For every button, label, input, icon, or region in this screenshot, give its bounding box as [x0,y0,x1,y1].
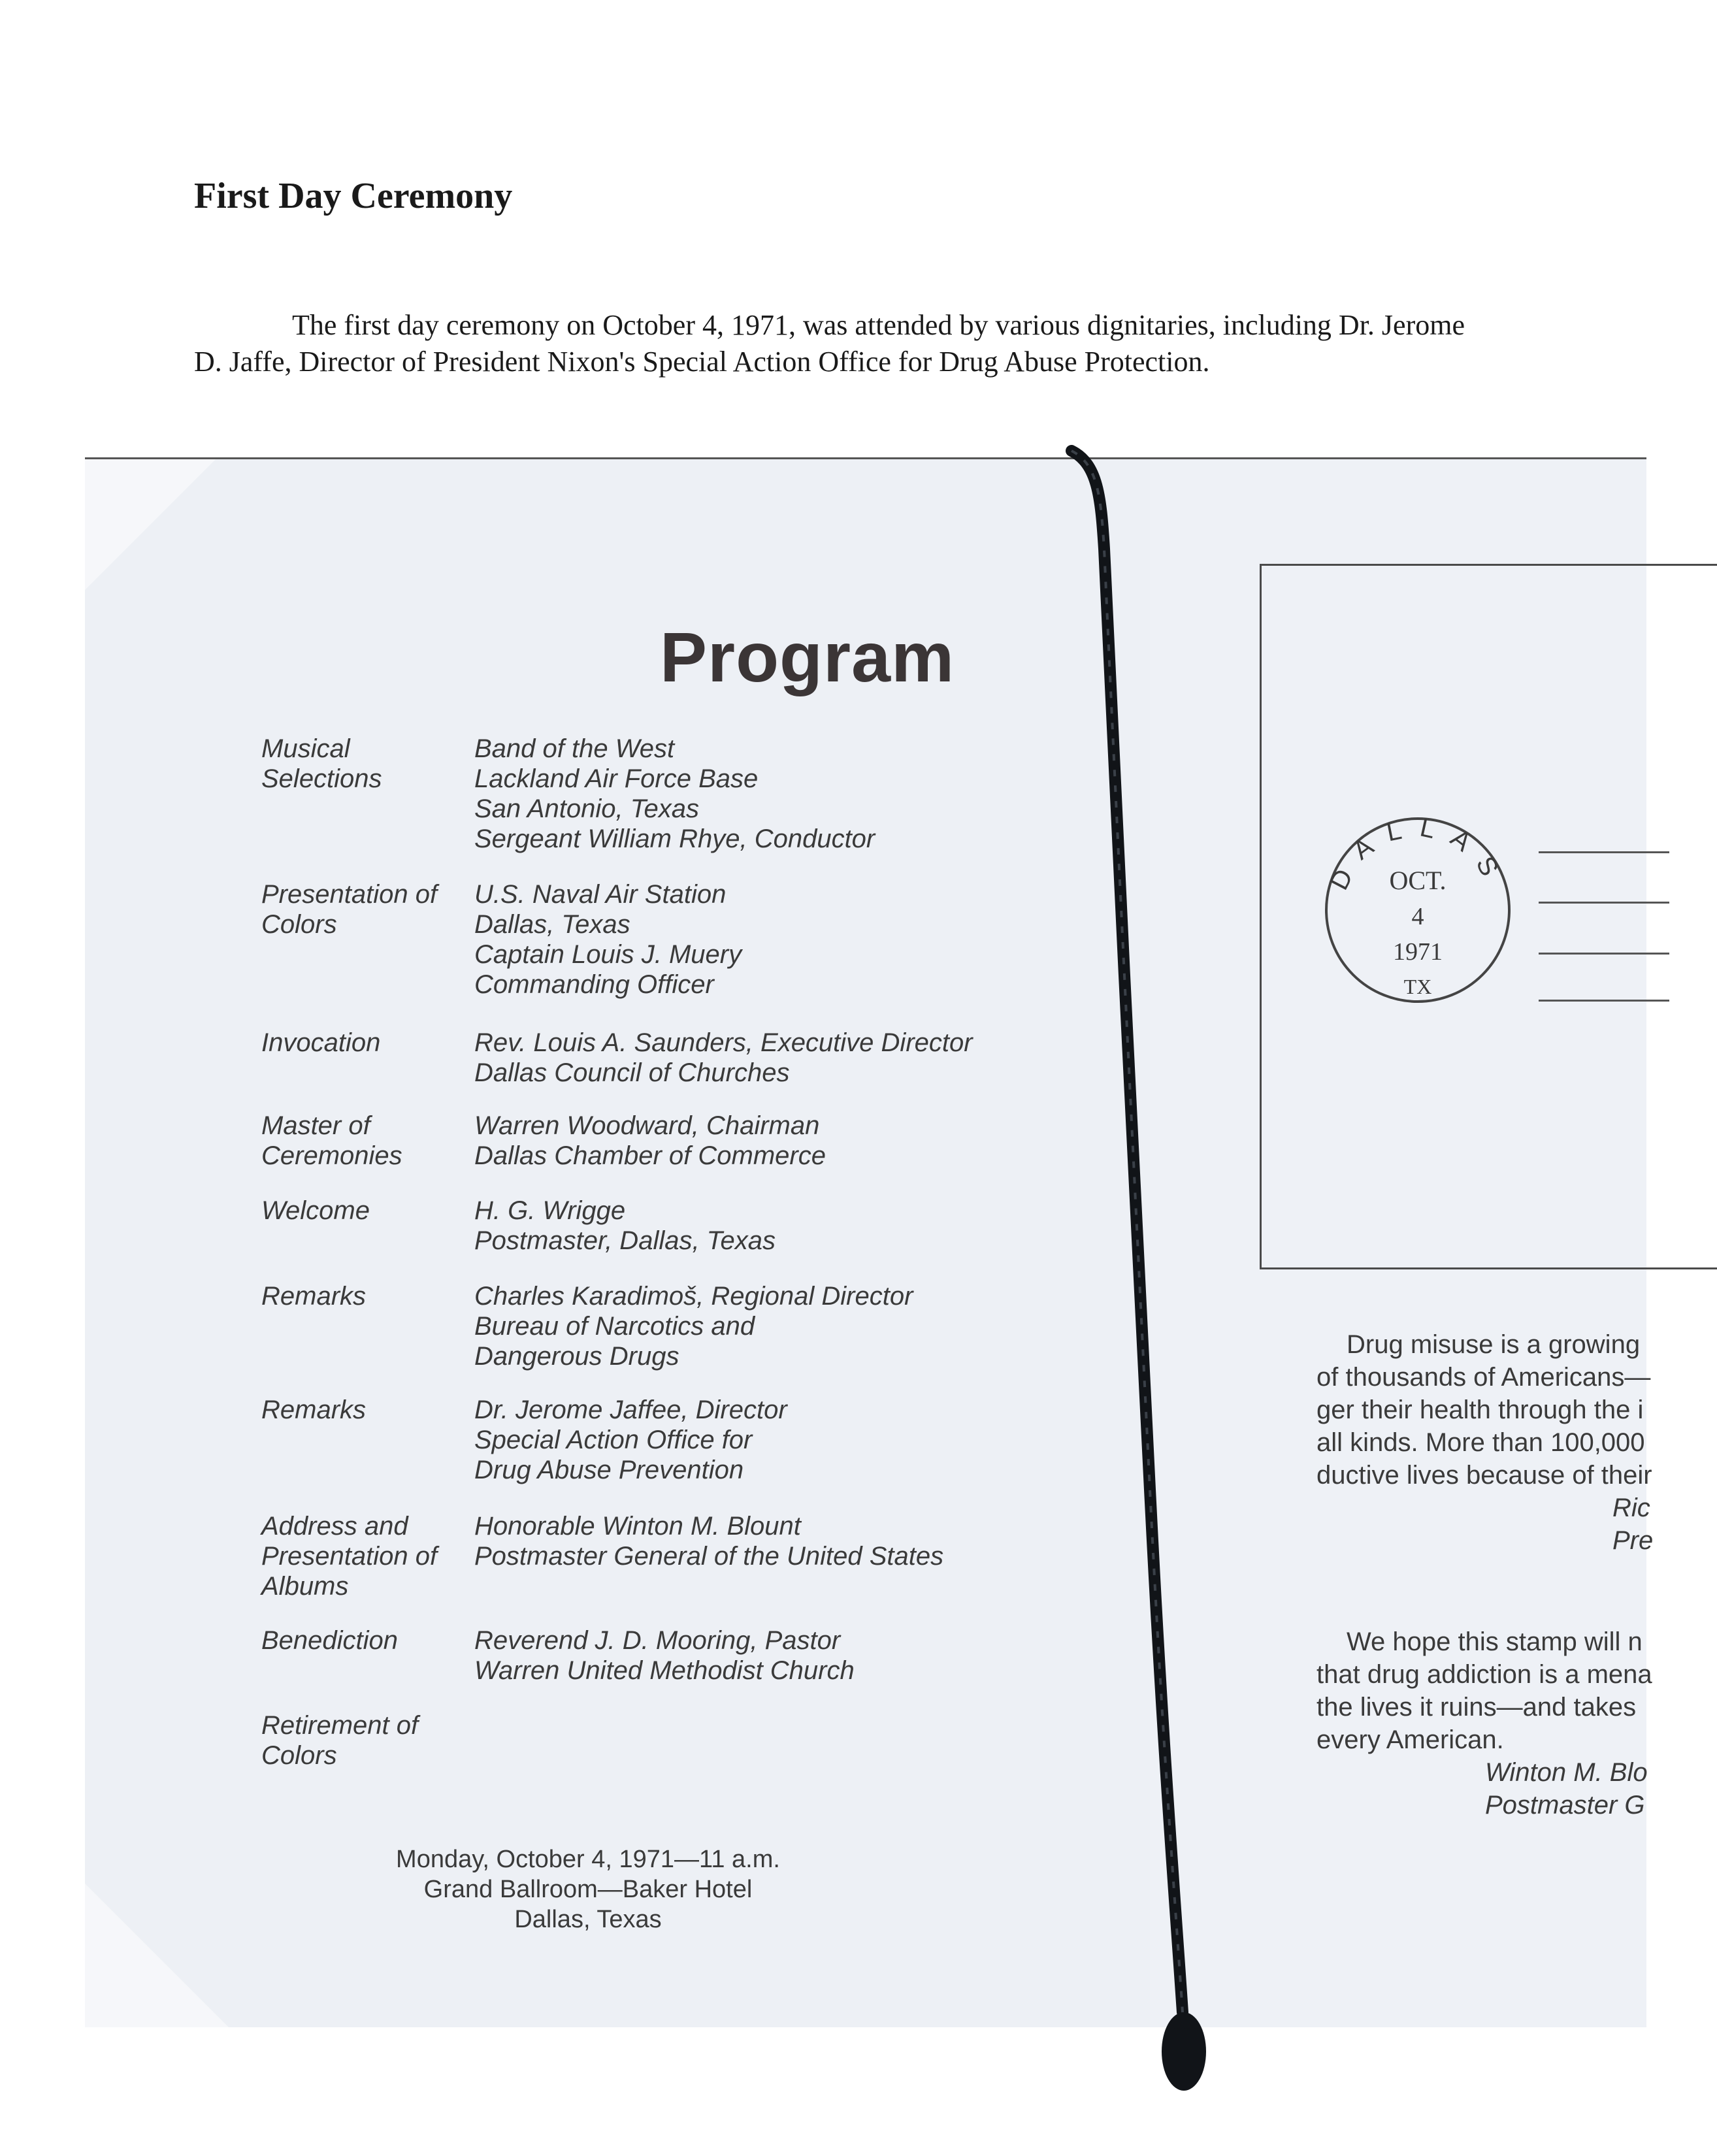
event-date-location: Monday, October 4, 1971—11 a.m. Grand Ballroom—Baker Hotel Dallas, Texas [396,1846,780,1933]
program-right-page [1150,457,1654,2027]
quote-line: every American. [1316,1725,1504,1754]
quote-line: We hope this stamp will n [1347,1627,1643,1656]
program-item-label: Musical Selections [261,734,382,793]
cancel-line [1539,953,1669,955]
postmark-month: OCT. [1389,866,1447,895]
program-item-detail: Honorable Winton M. Blount Postmaster General of the United States [474,1512,944,1571]
quote-line: that drug addiction is a mena [1316,1660,1652,1689]
program-item-label: Presentation of Colors [261,880,438,939]
quote-signature-title: Postmaster G [1485,1791,1645,1820]
program-item-label: Welcome [261,1196,370,1225]
program-item-detail: U.S. Naval Air Station Dallas, Texas Captain Louis J. Muery Commanding Officer [474,880,742,999]
cancel-line [1539,1000,1669,1002]
program-item-detail: Rev. Louis A. Saunders, Executive Director Dallas Council of Churches [474,1028,973,1087]
quote-line: of thousands of Americans— [1316,1363,1651,1392]
photo-corner-top [85,459,216,590]
postmark-year: 1971 [1393,938,1443,966]
program-item-detail: Band of the West Lackland Air Force Base San Antonio, Texas Sergeant William Rhye, Conductor [474,734,875,853]
program-item-label: Benediction [261,1626,399,1655]
cancel-line [1539,902,1669,904]
page-heading: First Day Ceremony [194,176,513,216]
program-item-label: Address and Presentation of Albums [261,1512,438,1601]
program-left-page [85,457,1150,2027]
program-item-label: Retirement of Colors [261,1711,419,1770]
quote-signature-name: Winton M. Blo [1485,1758,1648,1787]
postmark-stamp [1320,812,1516,1008]
program-title: Program [660,617,955,696]
program-item-label: Invocation [261,1028,381,1057]
program-item-label: Master of Ceremonies [261,1111,402,1170]
intro-paragraph: The first day ceremony on October 4, 1971, was attended by various dignitaries, including Dr. Jerome D. Jaffe, Director of President Nixon's Special Action Office for Drug Abuse Protection. [194,309,1465,378]
quote-line: all kinds. More than 100,000 [1316,1428,1645,1457]
postmark-city: DALLAS [1324,813,1511,895]
program-item-label: Remarks [261,1396,367,1424]
quote-line: ductive lives because of their [1316,1461,1652,1490]
quote-paragraph-1 [1316,1328,1682,1492]
quote-signature-name: Ric [1612,1494,1650,1522]
postmark-state: TX [1403,975,1432,998]
quote-line: the lives it ruins—and takes [1316,1693,1637,1722]
photo-corner-bottom [85,1884,229,2027]
program-item-detail: Dr. Jerome Jaffee, Director Special Action Office for Drug Abuse Prevention [474,1396,787,1484]
program-item-detail: Warren Woodward, Chairman Dallas Chamber of Commerce [474,1111,826,1170]
program-item-label: Remarks [261,1282,367,1311]
quote-line: Drug misuse is a growing [1347,1330,1641,1359]
program-item-detail: Charles Karadimoš, Regional Director Bureau of Narcotics and Dangerous Drugs [474,1282,913,1371]
cancel-line [1539,851,1669,853]
program-item-detail: Reverend J. D. Mooring, Pastor Warren United Methodist Church [474,1626,855,1685]
postmark-day: 4 [1411,903,1424,930]
program-scan [65,444,1654,2110]
program-item-detail: H. G. Wrigge Postmaster, Dallas, Texas [474,1196,776,1255]
quote-paragraph-2 [1316,1625,1682,1756]
quote-line: ger their health through the i [1316,1396,1644,1424]
quote-signature-title: Pre [1612,1526,1654,1555]
